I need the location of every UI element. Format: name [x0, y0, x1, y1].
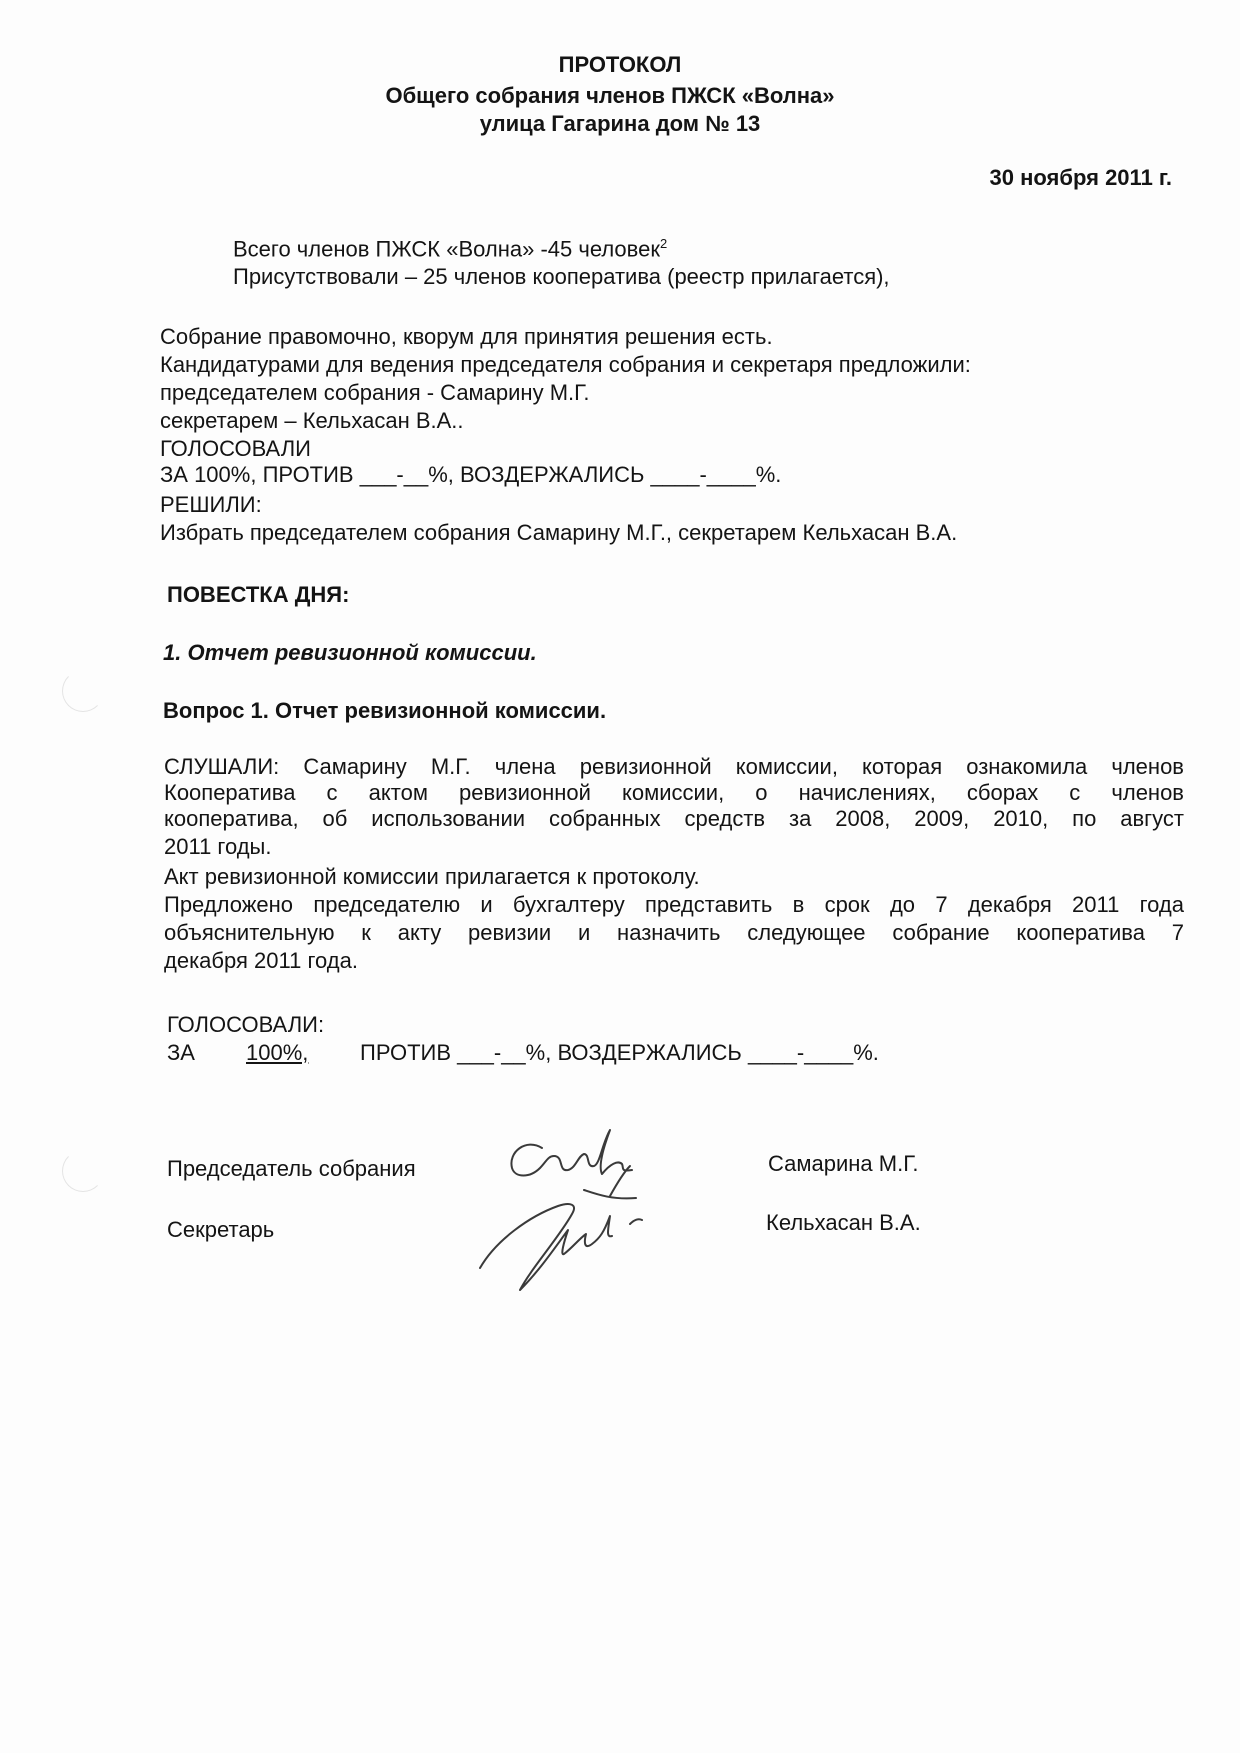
voted-label: ГОЛОСОВАЛИ — [160, 436, 311, 461]
secretary-signature-stroke — [630, 1219, 642, 1224]
punch-hole-mark — [62, 1150, 104, 1192]
q1-paragraph-line: Кооператива с актом ревизионной комиссии, о начислениях, сборах с членов — [164, 780, 1184, 805]
total-members-sup: 2 — [659, 236, 668, 251]
q1-against-label: ПРОТИВ — [360, 1040, 458, 1065]
vote-abstain-value: ____-____ — [650, 462, 756, 487]
q1-paragraph-line: кооператива, об использовании собранных средств за 2008, 2009, 2010, по август — [164, 806, 1184, 831]
secretary-label: Секретарь — [167, 1217, 275, 1242]
secretary-name: Кельхасан В.А. — [766, 1210, 921, 1235]
vote-za-text: ЗА 100%, ПРОТИВ — [160, 462, 360, 487]
secretary-line: секретарем – Кельхасан В.А.. — [160, 408, 464, 433]
q1-vote-za: ЗА — [167, 1040, 195, 1065]
q1-paragraph-line: Акт ревизионной комиссии прилагается к протоколу. — [164, 864, 700, 889]
total-members-text: Всего членов ПЖСК «Волна» -45 человек — [233, 236, 660, 262]
q1-vote-rest — [360, 1040, 879, 1066]
quorum-line: Собрание правомочно, кворум для принятия решения есть. — [160, 324, 773, 349]
signature-image — [460, 1120, 720, 1320]
decision-line: Избрать председателем собрания Самарину М.Г., секретарем Кельхасан В.А. — [160, 520, 958, 545]
q1-paragraph-line: декабря 2011 года. — [164, 948, 358, 973]
q1-vote-end: %. — [853, 1040, 879, 1065]
candidates-line: Кандидатурами для ведения председателя собрания и секретаря предложили: — [160, 352, 971, 377]
punch-hole-mark — [62, 670, 104, 712]
q1-vote-mid: %, ВОЗДЕРЖАЛИСЬ — [525, 1040, 748, 1065]
chairman-line: председателем собрания - Самарину М.Г. — [160, 380, 590, 405]
agenda-heading: ПОВЕСТКА ДНЯ: — [167, 582, 350, 607]
document-subtitle: Общего собрания членов ПЖСК «Волна» — [385, 83, 835, 108]
decided-label: РЕШИЛИ: — [160, 492, 262, 517]
q1-abstain-value: ____-____ — [747, 1040, 854, 1065]
total-members-line — [233, 236, 667, 262]
chairman-name: Самарина М.Г. — [768, 1151, 919, 1176]
chairman-signature-stroke — [511, 1130, 632, 1176]
document-title: ПРОТОКОЛ — [558, 52, 682, 77]
secretary-signature-stroke — [480, 1204, 612, 1290]
secretary-signature-stroke — [610, 1166, 630, 1196]
document-date: 30 ноября 2011 г. — [989, 165, 1172, 190]
q1-voted-label: ГОЛОСОВАЛИ: — [167, 1012, 325, 1037]
vote-against-value: ___-__ — [359, 462, 429, 487]
q1-against-value: ___-__ — [457, 1040, 526, 1065]
agenda-item-1: 1. Отчет ревизионной комиссии. — [163, 640, 537, 665]
question-1-heading: Вопрос 1. Отчет ревизионной комиссии. — [163, 698, 607, 723]
q1-paragraph-line: Предложено председателю и бухгалтеру представить в срок до 7 декабря 2011 года — [164, 892, 1184, 917]
q1-paragraph-line: объяснительную к акту ревизии и назначить следующее собрание кооператива 7 — [164, 920, 1184, 945]
q1-paragraph-line: СЛУШАЛИ: Самарину М.Г. члена ревизионной комиссии, которая ознакомила членов — [164, 754, 1184, 779]
election-vote-line — [160, 462, 781, 488]
vote-mid-text: %, ВОЗДЕРЖАЛИСЬ — [428, 462, 651, 487]
present-line: Присутствовали – 25 членов кооператива (реестр прилагается), — [233, 264, 890, 289]
q1-paragraph-line: 2011 годы. — [164, 834, 272, 859]
document-address: улица Гагарина дом № 13 — [479, 111, 761, 136]
chairman-label: Председатель собрания — [167, 1156, 416, 1181]
vote-end-text: %. — [755, 462, 782, 487]
q1-vote-za-value: 100%, — [246, 1040, 309, 1065]
